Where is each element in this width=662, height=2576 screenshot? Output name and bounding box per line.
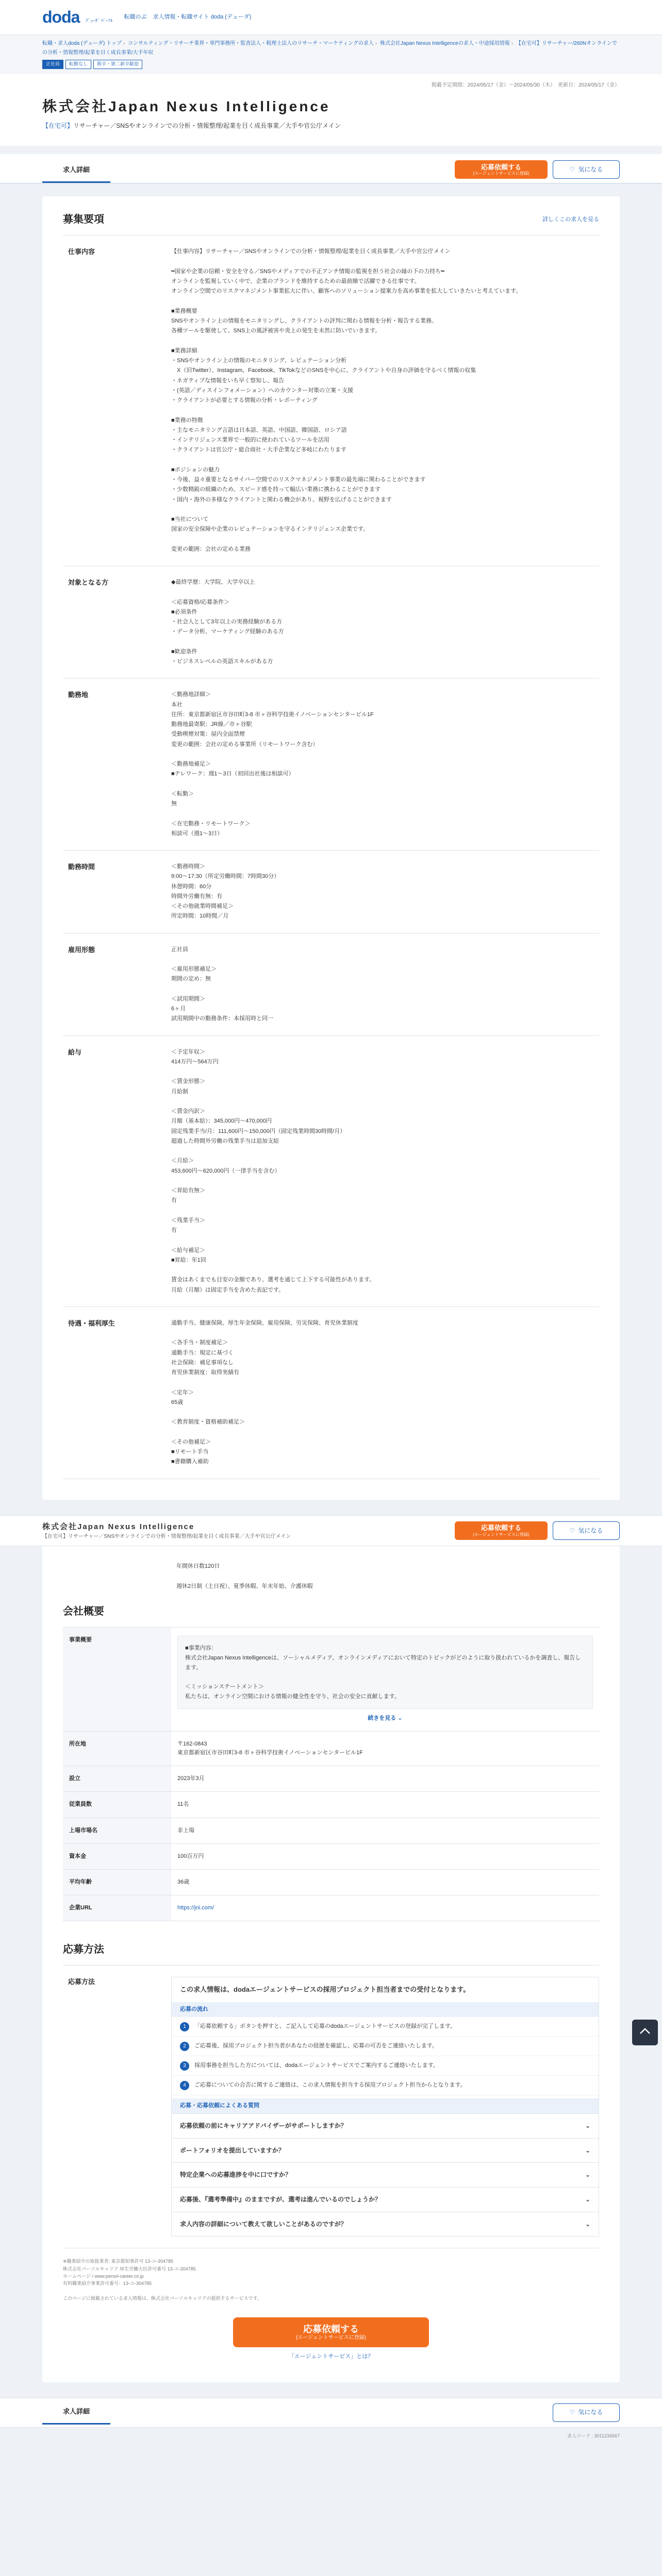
- breadcrumb-current: 【在宅可】リサーチャー/260Nオンラインでの分析・情報整理/起業を目く成長事業/大手年収: [42, 41, 617, 56]
- overview-value: [171, 1895, 599, 1921]
- sticky-actions: [455, 1521, 620, 1540]
- recruit-section-head: [63, 212, 599, 228]
- sticky-favorite-button[interactable]: [553, 1521, 620, 1540]
- fine-print: ※職業紹介の取扱業者: 東京都知事許可 13-ユ-304785 株式会社パーソルキャリア 厚生労働大臣許可番号 13-ユ-304785 ホームページ / www.persol-career.co.jp 有料職業紹介事業許可番号：13-ユ-304785 このページに掲載されている求人情報は、株式会社パーソルキャリアの提供するサービスです。: [63, 2259, 262, 2301]
- apply-row: [63, 1965, 599, 2248]
- overview-label: 企業URL: [63, 1895, 171, 1921]
- posting-dates: 掲載予定期間：2024/05/17（金）～2024/05/30（木） 更新日：2024/05/17（金）: [431, 82, 620, 88]
- chevron-down-icon: ⌄: [585, 2220, 590, 2228]
- apply-title: 応募方法: [63, 1943, 104, 1955]
- row-body: 正社員 ＜雇用形態補足＞ 期間の定め：無 ＜試用期間＞ 6ヶ月 試用期間中の勤務条件：本採用時と同一: [171, 946, 273, 1022]
- breadcrumb-item[interactable]: 株式会社Japan Nexus Intelligenceの求人・中途採用情報: [380, 41, 510, 46]
- faq-head: 応募・応募依頼によくある質問: [172, 2098, 599, 2113]
- tag-badge: 転勤なし: [65, 60, 91, 69]
- overview-label: 平均年齢: [63, 1869, 171, 1895]
- overview-label: 事業概要: [63, 1628, 171, 1732]
- lower-content: [0, 1546, 662, 2397]
- apply-button-sub: (エージェントサービスに登録): [473, 1532, 529, 1537]
- favorite-button-label: 気になる: [578, 2409, 603, 2416]
- recruit-title: 募集要項: [63, 214, 104, 226]
- faq-item[interactable]: ポートフォリオを提出していますか？ ⌄: [172, 2138, 599, 2163]
- recruit-card: [42, 196, 620, 1499]
- sticky-company-bar: [0, 1515, 662, 1547]
- tag-badge: 既卒・第二新卒歓迎: [93, 60, 142, 69]
- tab-job-detail[interactable]: 求人詳細: [42, 2400, 110, 2425]
- chevron-down-icon: ⌄: [585, 2195, 590, 2203]
- tab-job-detail[interactable]: 求人詳細: [42, 159, 110, 183]
- overview-row: [63, 1732, 599, 1766]
- company-url-link[interactable]: https://jni.com/: [177, 1904, 214, 1911]
- overview-label: 従業員数: [63, 1792, 171, 1818]
- overview-value: 11名: [171, 1792, 599, 1818]
- job-title-label: 【在宅可】: [42, 122, 74, 129]
- tab-actions: [455, 160, 620, 183]
- heart-icon: ♡: [569, 166, 575, 174]
- row-label: 待遇・福利厚生: [68, 1319, 115, 1327]
- row-body: 通勤手当、健康保険、厚生年金保険、雇用保険、労災保険、育児休業制度 ＜各手当・制度補足＞ 通勤手当：規定に基づく 社会保険：補足事項なし 育児休業制度：取得実績有 ＜定年＞ 65歳 ＜教育制度・資格補助補足＞ ＜その他補足＞ ■リモート手当 ■書籍購入補助: [171, 1319, 358, 1465]
- big-apply-button[interactable]: 応募依頼する (エージェントサービスに登録): [233, 2317, 429, 2347]
- apply-box: [171, 1977, 599, 2236]
- bottom-favorite-button[interactable]: [553, 2403, 620, 2422]
- job-code: 求人コード : 3011234567: [567, 2433, 620, 2438]
- row-label: 給与: [68, 1048, 82, 1056]
- sticky-job-title: 【在宅可】リサーチャー／SNSやオンラインでの分析・情報整理/起業を目く成長事業／大手や官公庁メイン: [42, 1533, 291, 1539]
- faq-item[interactable]: 求人内容の詳細について教えて欲しいことがあるのですが？ ⌄: [172, 2212, 599, 2236]
- row-body: ＜勤務時間＞ 9:00～17:30（所定労働時間：7時間30分） 休憩時間：60分 時間外労働有無：有 ＜その他就業時間補足＞ 所定時間：10時間／月: [171, 863, 280, 920]
- tab-bar: [0, 154, 662, 184]
- job-title-text: リサーチャー／SNSやオンラインでの分析・情報整理/起業を目く成長事業／大手や官公庁メイン: [73, 122, 341, 129]
- overview-row: [63, 1869, 599, 1895]
- breadcrumb-area: [0, 35, 662, 74]
- apply-button-label: 応募依頼する: [481, 163, 521, 171]
- sticky-company-name: 株式会社Japan Nexus Intelligence: [42, 1522, 195, 1531]
- flow-step: 4 ご応募についての合否に関するご連絡は、この求人情報を担当する採用プロジェクト担当からとなります。: [172, 2076, 599, 2095]
- chevron-up-icon: [639, 2027, 651, 2038]
- recruit-row: [63, 235, 599, 566]
- job-tags: [42, 60, 620, 69]
- row-label: 対象となる方: [68, 579, 109, 587]
- header-nav: [124, 13, 251, 22]
- logo-subtext: ﾃﾞｭｰﾀﾞ ﾊﾟｰｿﾙ: [86, 18, 113, 23]
- overview-value: 36歳: [171, 1869, 599, 1895]
- recruit-detail-link[interactable]: 詳しくこの求人を見る: [542, 216, 599, 223]
- overview-value: 100百万円: [171, 1843, 599, 1869]
- row-body: ＜勤務地詳細＞ 本社 住所：東京都新宿区市谷田町3-8 市ヶ谷科学技術イノベーションセンタービル1F 勤務地最寄駅：JR線／市ヶ谷駅 受動喫煙対策：屋内全面禁煙 変更の範囲：会社の定める事業所（リモートワーク含む） ＜勤務地補足＞ ■テレワーク：週1～3日（初回出社後は相談可） ＜転勤＞ 無 ＜在宅勤務・リモートワーク＞ 相談可（週1～3日）: [171, 691, 374, 837]
- breadcrumb: 転職・求人doda (デューダ) トップ › コンサルティング・リサーチ業界・専門事務所・監査法人・税理士法人のリサーチ・マーケティングの求人 › 株式会社Japan Nexus Intelligenceの求人・中途採用情報 › 【在宅可】リサーチャー/260Nオンラインでの分析・情報整理/起業を目く成長事業/大手年収: [42, 41, 617, 56]
- overview-row: [63, 1818, 599, 1843]
- site-header: [0, 0, 662, 35]
- overview-row: [63, 1895, 599, 1921]
- overview-label: 所在地: [63, 1732, 171, 1766]
- favorite-button-label: 気になる: [578, 1527, 603, 1534]
- overview-row: [63, 1843, 599, 1869]
- company-name: 株式会社Japan Nexus Intelligence: [42, 98, 330, 115]
- header-nav-item[interactable]: 求人情報・転職サイト doda (デューダ): [153, 14, 252, 21]
- apply-button[interactable]: [455, 160, 548, 179]
- apply-flow-head: 応募の流れ: [172, 2002, 599, 2017]
- faq-item[interactable]: 応募依頼の前にキャリアアドバイザーがサポートしますか？ ⌄: [172, 2113, 599, 2138]
- flow-step: 3 採用事務を担当した方については、dodaエージェントサービスでご案内するご連絡いたします。: [172, 2056, 599, 2076]
- overview-value: 〒162-0843 東京都新宿区市谷田町3-8 市ヶ谷科学技術イノベーションセンタービル1F: [171, 1732, 599, 1766]
- overview-label: 資本金: [63, 1843, 171, 1869]
- company-header: [0, 74, 662, 146]
- row-body: ＜予定年収＞ 414万円～564万円 ＜賃金形態＞ 月給制 ＜賃金内訳＞ 月額（基本給）：345,000円～470,000円 固定残業手当/月：111,600円～150,000円（固定残業時間30時間/月） 超過した時間外労働の残業手当は追加支給 ＜月給＞ 453,600円～620,000円（一律手当を含む） ＜昇給有無＞ 有 ＜残業手当＞ 有 ＜給与補足＞ ■昇給：年1回 賃金はあくまでも目安の金額であり、選考を通じて上下する可能性があります。 月給（月額）は固定手当を含めた表記です。: [171, 1048, 375, 1293]
- chevron-down-icon: ⌄: [585, 2146, 590, 2154]
- apply-content: [171, 1977, 599, 2236]
- heart-icon: ♡: [569, 2409, 575, 2416]
- header-nav-item[interactable]: 転職のぶ: [124, 14, 147, 21]
- sticky-apply-button[interactable]: [455, 1521, 548, 1540]
- row-label: 雇用形態: [68, 945, 95, 954]
- recruit-rows: [63, 235, 599, 1479]
- apply-button-label: 応募依頼する: [481, 1524, 521, 1532]
- flow-step: 1 「応募依頼する」ボタンを押すと、ご記入して応募のdodaエージェントサービスの登録が完了します。: [172, 2017, 599, 2037]
- breadcrumb-item[interactable]: コンサルティング・リサーチ業界・専門事務所・監査法人・税理士法人のリサーチ・マーケティングの求人: [128, 41, 374, 46]
- row-body: 【仕事内容】リサーチャー／SNSやオンラインでの分析・情報整理/起業を目く成長事業／大手や官公庁メイン ━国家や企業の信頼・安全を守る／SNSやメディアでの不正アンチ情報の監視を担う社会の縁の下の力持ち━ オンラインを監視していく中で、企業のブランドを維持するための最前線で活躍できる仕事です。 オンライン空間でのリスクマネジメント事業拡大に伴い、顧客へのソリューション提案力を高め事業を拡大していきたいと考えています。 ■業務概要 SNSやオンライン上の情報をモニタリングし、クライアントの評判に関わる情報を分析・報告する業務。 各種ツールを駆使して、SNS上の風評被害や炎上の発生を未然に防いでいきます。 ■業務詳細 ・SNSやオンライン上の情報のモニタリング、レピュテーション分析 X（旧Twitter）、Instagram、Facebook、TikTokなどのSNSを中心に、クライアントや自身の評価を守るべく情報の収集 ・ネガティブな情報をいち早く察知し、報告 ・(英語／ディスインフォメーション）へのカウンター対策の立案・支援 ・クライアントが必要とする情報の分析・レポーティング ■業務の特徴 ・主なモニタリング言語は日本語、英語、中国語、韓国語、ロシア語 ・インテリジェンス業界で一般的に使われているツールを活用 ・クライアントは官公庁・総合商社・大手企業など多岐にわたります ■ポジションの魅力 ・今後、益々重要となるサイバー空間でのリスクマネジメント事業の最先端に関わることができます ・少数精鋭の組織のため、スピード感を持って幅広い業務に携わることができます ・国内・海外の多様なクライアントと関わる機会があり、視野を広げることができます ■当社について 国家の安全保障や企業のレピュテーションを守るインテリジェンス企業です。 変更の範囲：会社の定める業務: [171, 248, 522, 552]
- overview-title: 会社概要: [63, 1606, 104, 1618]
- favorite-button-label: 気になる: [578, 166, 603, 174]
- overview-row: [63, 1766, 599, 1792]
- row-body: ◆最終学歴：大学院、大学卒以上 ＜応募資格/応募条件＞ ■必須条件 ・社会人として3年以上の実務経験がある方 ・データ分析、マーケティング経験のある方 ■歓迎条件 ・ビジネスレベルの英語スキルがある方: [171, 579, 284, 665]
- footer: [0, 2428, 662, 2469]
- chevron-down-icon: ⌄: [585, 2122, 590, 2130]
- row-label: 勤務地: [68, 691, 89, 699]
- overview-value: [171, 1628, 599, 1732]
- recruit-row: [63, 1036, 599, 1307]
- overview-row: [63, 1628, 599, 1732]
- breadcrumb-item[interactable]: 転職・求人doda (デューダ) トップ: [42, 41, 122, 46]
- apply-intro: この求人情報は、dodaエージェントサービスの採用プロジェクト担当者までの受付となります。: [180, 1985, 470, 1993]
- chevron-down-icon: ⌄: [585, 2171, 590, 2179]
- row-label: 仕事内容: [68, 248, 95, 256]
- recruit-row: [63, 678, 599, 850]
- show-more-link[interactable]: 続きを見る ⌄: [368, 1715, 403, 1722]
- overview-value: 非上場: [171, 1818, 599, 1843]
- agent-service-link[interactable]: 「エージェントサービス」とは？: [288, 2353, 374, 2360]
- faq-item[interactable]: 特定企業への応募進捗を中に口ですか？ ⌄: [172, 2162, 599, 2187]
- doda-logo[interactable]: doda: [42, 8, 80, 27]
- overview-value: 2023年3月: [171, 1766, 599, 1792]
- flow-step: 2 ご応募後、採用プロジェクト担当者があなたの経歴を確認し、応募の可否をご連絡いたします。: [172, 2037, 599, 2056]
- row-label: 勤務時間: [68, 863, 95, 871]
- recruit-row: [63, 1307, 599, 1479]
- recruit-row: [63, 933, 599, 1036]
- overview-label: 設立: [63, 1766, 171, 1792]
- recruit-row: [63, 566, 599, 678]
- apply-button-sub: (エージェントサービスに登録): [473, 171, 529, 176]
- heart-icon: ♡: [569, 1527, 575, 1534]
- apply-label: 応募方法: [68, 1977, 95, 1986]
- main-content: [0, 184, 662, 1515]
- back-to-top-button[interactable]: [632, 2020, 658, 2045]
- overview-table: [63, 1627, 599, 1921]
- holiday-text: 年間休日数120日 週休2日制（土日祝）、夏季休暇、年末年始、介護休暇: [176, 1563, 313, 1589]
- chevron-down-icon: ⌄: [398, 1715, 403, 1722]
- overview-card: [42, 1546, 620, 2382]
- recruit-row: [63, 850, 599, 933]
- tag-badge: 正社員: [42, 60, 63, 69]
- business-summary: ■事業内容： 株式会社Japan Nexus Intelligenceは、ソーシャルメディア、オンラインメディアにおいて特定のトピックがどのように取り扱われているかを調査し、報告します。 ＜ミッションステートメント＞ 私たちは、オンライン空間における情報の健全性を守り、社会の安全に貢献します。: [177, 1636, 593, 1709]
- faq-item[interactable]: 応募後、『選考準備中』のままですが、選考は進んでいるのでしょうか？ ⌄: [172, 2187, 599, 2212]
- job-title: [42, 121, 620, 131]
- bottom-tab-bar: [0, 2398, 662, 2428]
- overview-label: 上場市場名: [63, 1818, 171, 1843]
- overview-row: [63, 1792, 599, 1818]
- favorite-button[interactable]: [553, 160, 620, 179]
